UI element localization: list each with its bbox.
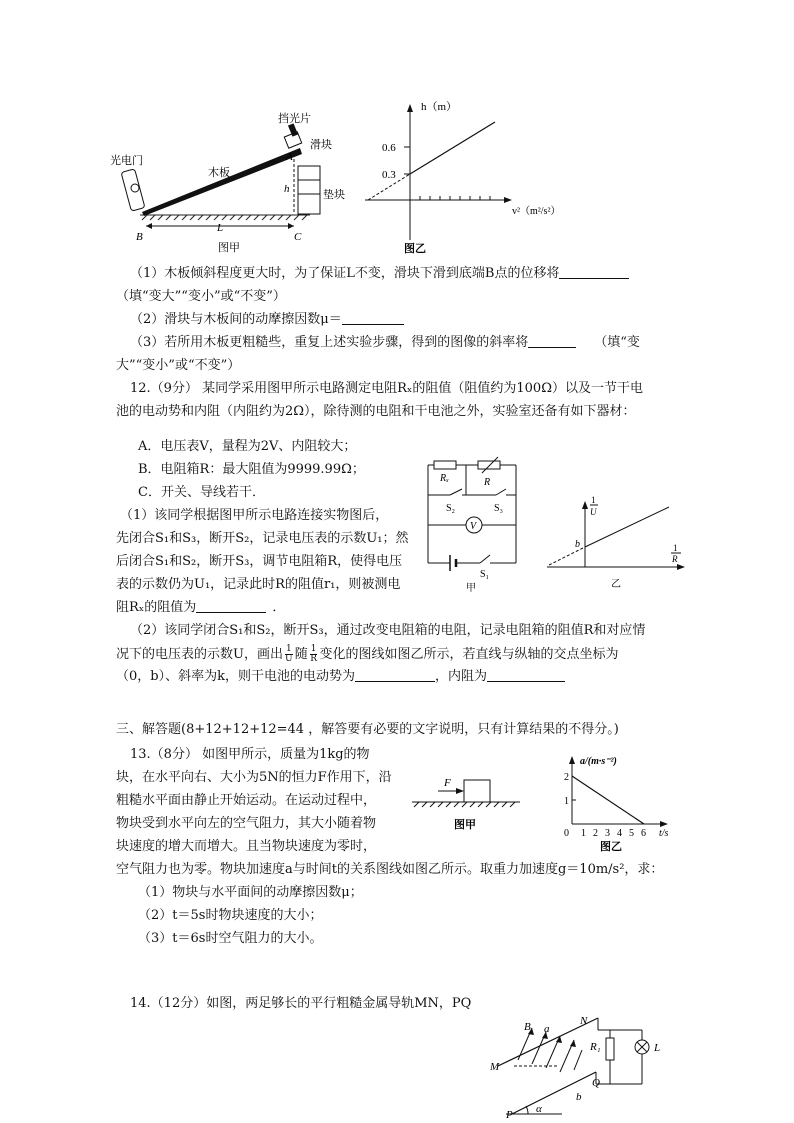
label-F: F: [444, 777, 451, 789]
figure-incline-apparatus: [110, 108, 345, 258]
q13-line2: 块，在水平向右、大小为5N的恒力F作用下，沿: [116, 770, 392, 785]
figure-inverse-graph: [545, 495, 690, 595]
q12-item-a: A．电压表V，量程为2V、内阻较大；: [138, 439, 357, 454]
label-Q: Q: [592, 1077, 600, 1089]
svg-text:U: U: [590, 507, 597, 517]
label-M: M: [490, 1061, 500, 1073]
block: [464, 780, 490, 802]
caption-yi: 乙: [611, 579, 621, 590]
ylabel: a/(m·s⁻²): [580, 756, 617, 767]
xlabel: v²（m²/s²）: [512, 206, 561, 217]
q11-part2: （2）滑块与木板间的动摩擦因数μ＝: [130, 311, 404, 329]
q12-step2-l2: 况下的电压表的示数U，画出 $\frac{1}{U}$ 随 $\frac{1}{R}$ 变化的图线如图乙所示，若直线与纵轴的交点坐标为: [116, 644, 619, 664]
label-N: N: [580, 1015, 588, 1027]
board: [142, 148, 302, 216]
label-r: R: [484, 477, 491, 488]
label-L: L: [217, 222, 224, 234]
q12-step1-l1: （1）该同学根据图甲所示电路连接实物图后，: [120, 508, 389, 523]
x-tick-5: 5: [629, 828, 634, 839]
q11-part3: （3）若所用木板更粗糙些，重复上述实验步骤，得到的图像的斜率将 （填“变: [130, 335, 640, 350]
answer-blank[interactable]: [342, 311, 404, 325]
y-tick-1: 1: [564, 796, 569, 807]
label-guangdianmen: 光电门: [110, 155, 143, 167]
q13-part2: （2）t＝5s时物块速度的大小；: [138, 908, 323, 923]
label-b: b: [575, 539, 580, 550]
q12-step2-l3: （0，b）、斜率为k，则干电池的电动势为 ，内阻为: [116, 668, 565, 686]
label-B: B: [136, 231, 143, 243]
label-a: a: [544, 1023, 550, 1035]
q12-line2: 池的电动势和内阻（内阻约为2Ω），除待测的电阻和干电池之外，实验室还备有如下器材：: [116, 404, 636, 419]
q12-item-c: C．开关、导线若干．: [138, 485, 265, 500]
label-muban: 木板: [208, 167, 230, 179]
svg-text:V: V: [470, 521, 477, 532]
photogate: [121, 169, 145, 211]
section-3-title: 三、解答题(8+12+12+12=44 ，解答要有必要的文字说明，只有计算结果的不得分。): [116, 722, 619, 737]
xlabel: t/s: [659, 828, 669, 839]
q12-step1-l2: 先闭合S₁和S₃，断开S₂，记录电压表的示数U₁；然: [116, 531, 409, 546]
q13-line5: 块速度的增大而增大。且当物块速度为零时，: [116, 839, 377, 854]
y-tick-2: 2: [564, 772, 569, 783]
label-R1: R₁: [590, 1041, 601, 1053]
label-rx: Rₓ: [440, 473, 449, 484]
caption-yi: 图乙: [404, 243, 426, 255]
q13-line6: 空气阻力也为零。物块加速度a与时间t的关系图线如图乙所示。取重力加速度g＝10m/s²，求：: [116, 862, 664, 877]
caption-yi: 图乙: [600, 841, 622, 853]
figure-circuit: [420, 455, 530, 595]
label-L: L: [654, 1042, 661, 1054]
ylabel: h（m）: [421, 101, 458, 113]
label-dangguang: 挡光片: [278, 113, 311, 125]
caption-jia: 图甲: [454, 819, 476, 831]
lamp-icon: [635, 1040, 649, 1054]
graph-line: [585, 507, 669, 547]
svg-text:R: R: [672, 554, 678, 564]
label-alpha: α: [536, 1103, 542, 1115]
label-h: h: [284, 183, 290, 195]
answer-blank[interactable]: [355, 668, 435, 682]
x-tick-3: 3: [605, 828, 610, 839]
q13-part1: （1）物块与水平面间的动摩擦因数μ；: [138, 885, 363, 900]
label-s2: S₂: [446, 503, 456, 514]
answer-blank[interactable]: [528, 334, 576, 348]
caption-jia: 图甲: [218, 242, 240, 254]
svg-text:1: 1: [673, 543, 678, 553]
fraction-1-over-U: $\frac{1}{U}$: [285, 644, 293, 664]
figure-block-force: [408, 770, 528, 840]
q13-line4: 物块受到水平向左的空气阻力，其大小随着物: [116, 816, 377, 831]
x-tick-2: 2: [593, 828, 598, 839]
q12-step2-l1: （2）该同学闭合S₁和S₂，断开S₃，通过改变电阻箱的电阻，记录电阻箱的阻值R和对应情: [130, 623, 646, 638]
resistor-rx: [434, 461, 456, 469]
label-s3: S₃: [494, 503, 504, 514]
graph-line: [572, 776, 644, 824]
x-tick-0: 0: [564, 828, 569, 839]
x-tick-1: 1: [581, 828, 586, 839]
q14-line1: 14.（12分）如图，两足够长的平行粗糙金属导轨MN，PQ: [130, 996, 472, 1011]
tick-0.6: 0.6: [382, 142, 396, 154]
label-huakuai: 滑块: [310, 139, 332, 151]
figure-h-v2-graph: [360, 100, 580, 258]
fraction-1-over-R: $\frac{1}{R}$: [310, 644, 317, 664]
q13-line1: 13.（8分） 如图甲所示，质量为1kg的物: [130, 747, 370, 762]
x-tick-4: 4: [617, 828, 622, 839]
figure-rails-circuit: [482, 1010, 682, 1123]
caption-jia: 甲: [466, 583, 476, 594]
label-P: P: [506, 1109, 513, 1121]
q11-part1: （1）木板倾斜程度更大时，为了保证L不变，滑块下滑到底端B点的位移将: [130, 265, 629, 283]
figure-a-t-graph: [556, 752, 686, 852]
label-diankuai: 垫块: [323, 189, 345, 201]
q13-part3: （3）t＝6s时空气阻力的大小。: [138, 931, 323, 946]
q12-item-b: B．电阻箱R：最大阻值为9999.99Ω；: [138, 462, 365, 477]
q11-part3-hint: 大”“变小”或“不变”）: [116, 358, 241, 373]
label-s1: S₁: [480, 569, 490, 580]
x-tick-6: 6: [641, 828, 646, 839]
support-blocks: [298, 166, 320, 214]
label-B: B: [524, 1021, 531, 1033]
tick-0.3: 0.3: [382, 169, 396, 181]
resistance-box-r: [478, 461, 500, 469]
resistor-r1: [606, 1038, 614, 1060]
answer-blank[interactable]: [559, 265, 629, 279]
q12-step1-l5: 阻Rₓ的阻值为 ．: [116, 600, 286, 615]
q13-line3: 粗糙水平面由静止开始运动。在运动过程中，: [116, 793, 377, 808]
q12-step1-l4: 表的示数仍为U₁，记录此时R的阻值r₁，则被测电: [116, 577, 401, 592]
label-b: b: [576, 1091, 582, 1103]
q12-line1: 12.（9分） 某同学采用图甲所示电路测定电阻Rₓ的阻值（阻值约为100Ω）以及一节干电: [130, 381, 643, 396]
q11-part1-hint: （填“变大”“变小”或“不变”）: [116, 289, 286, 304]
ground-hatch: [140, 215, 310, 220]
answer-blank[interactable]: [487, 668, 565, 682]
answer-blank[interactable]: [196, 599, 266, 613]
q12-step1-l3: 后闭合S₁和S₂，断开S₃，调节电阻箱R，使得电压: [116, 554, 403, 569]
svg-text:1: 1: [591, 495, 596, 505]
graph-line: [410, 122, 495, 174]
label-A: A: [286, 151, 293, 163]
label-C: C: [294, 231, 302, 243]
